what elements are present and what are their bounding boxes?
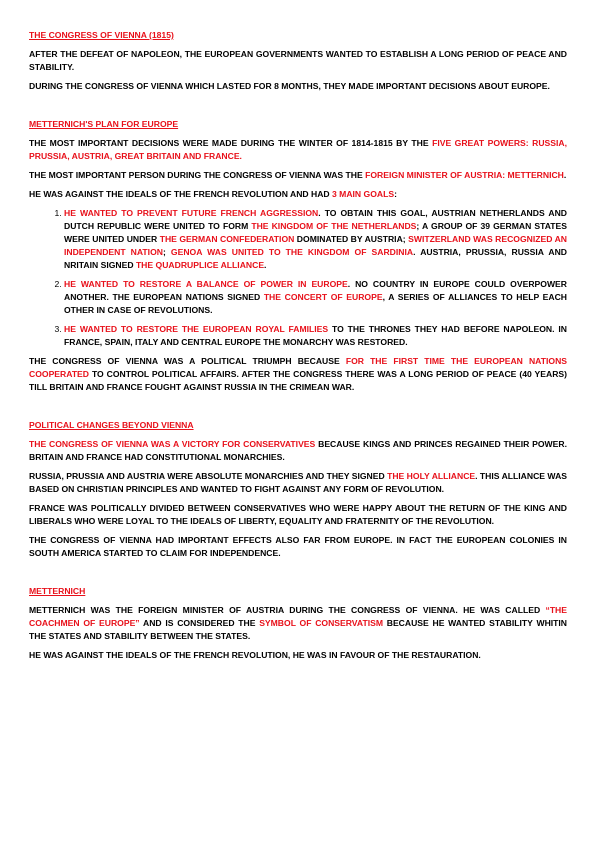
text-run: ; A GROUP OF 39 GERMAN STATES WERE UNITED UNDER [64,221,567,244]
paragraph: HE WAS AGAINST THE IDEALS OF THE FRENCH REVOLUTION, HE WAS IN FAVOUR OF THE RESTAURATION. [29,650,481,660]
text-run: . AUSTRIA, PRUSSIA, RUSSIA AND NRITAIN SIGNED [64,247,567,270]
highlight-text: FIVE GREAT POWERS: RUSSIA, PRUSSIA, AUSTRIA, GREAT BRITAIN AND FRANCE. [29,138,567,161]
paragraph: AFTER THE DEFEAT OF NAPOLEON, THE EUROPEAN GOVERNMENTS WANTED TO ESTABLISH A LONG PERIOD OF PEACE AND STABILITY. [29,49,567,72]
highlight-text: “THE COACHMEN OF EUROPE” [29,605,567,628]
text-run: . [264,260,267,270]
highlight-text: HE WANTED TO RESTORE A BALANCE OF POWER IN EUROPE [64,279,348,289]
text-run: BECAUSE HE WANTED STABILITY WHITIN THE STATES AND STABILITY BETWEEN THE STATES. [29,618,568,641]
section-gap [29,566,567,585]
highlight-text: HE WANTED TO PREVENT FUTURE FRENCH AGGRESSION [64,208,319,218]
highlight-text: THE GERMAN CONFEDERATION [159,234,295,244]
highlight-text: 3 MAIN GOALS [332,189,395,199]
highlight-text: THE CONCERT OF EUROPE [263,292,383,302]
text-run: HE WAS AGAINST THE IDEALS OF THE FRENCH REVOLUTION AND HAD [29,189,333,199]
highlight-text: THE CONGRESS OF VIENNA WAS A VICTORY FOR CONSERVATIVES [29,439,316,449]
paragraph: THE CONGRESS OF VIENNA HAD IMPORTANT EFFECTS ALSO FAR FROM EUROPE. IN FACT THE EUROPEAN COLONIES IN SOUTH AMERICA STARTED TO CLAIM FOR INDEPENDENCE. [29,535,567,558]
text-run: RUSSIA, PRUSSIA AND AUSTRIA WERE ABSOLUTE MONARCHIES AND THEY SIGNED [29,471,388,481]
paragraph [29,169,567,182]
section-gap [29,99,567,118]
paragraph [29,438,567,464]
highlight-text: SYMBOL OF CONSERVATISM [259,618,383,628]
paragraph [29,137,567,163]
highlight-text: THE HOLY ALLIANCE [387,471,476,481]
highlight-text: HE WANTED TO RESTORE THE EUROPEAN ROYAL FAMILIES [64,324,329,334]
text-run: . TO OBTAIN THIS GOAL, AUSTRIAN NETHERLANDS AND DUTCH REPUBLIC WERE UNITED TO FORM [64,208,568,231]
text-run: AND IS CONSIDERED THE [139,618,260,628]
highlight-text: FOREIGN MINISTER OF AUSTRIA: METTERNICH [365,170,564,180]
goal-item [64,278,567,317]
text-run: THE MOST IMPORTANT PERSON DURING THE CONGRESS OF VIENNA WAS THE [29,170,366,180]
highlight-text: GENOA WAS UNITED TO THE KINGDOM OF SARDINIA [170,247,414,257]
text-run: : [394,189,397,199]
highlight-text: FOR THE FIRST TIME THE EUROPEAN NATIONS COOPERATED [29,356,568,379]
section-heading-metternich: METTERNICH [29,586,86,596]
highlight-text: SWITZERLAND WAS RECOGNIZED AN INDEPENDENT NATION [64,234,567,257]
text-run: TO THE THRONES THEY HAD BEFORE NAPOLEON. IN FRANCE, SPAIN, ITALY AND CENTRAL EUROPE THE MONARCHY WAS RESTORED. [64,324,567,347]
text-run: THE MOST IMPORTANT DECISIONS WERE MADE DURING THE WINTER OF 1814-1815 BY THE [29,138,433,148]
paragraph [29,355,567,394]
paragraph [29,470,567,496]
section-heading-political-changes: POLITICAL CHANGES BEYOND VIENNA [29,420,194,430]
text-run: ; [162,247,171,257]
text-run: THE CONGRESS OF VIENNA WAS A POLITICAL TRIUMPH BECAUSE [29,356,346,366]
paragraph: FRANCE WAS POLITICALLY DIVIDED BETWEEN CONSERVATIVES WHO WERE HAPPY ABOUT THE RETURN OF THE KING AND LIBERALS WHO WERE LOYAL TO THE IDEALS OF LIBERTY, EQUALITY AND FRATERNITY OF THE REVOLUTION. [29,503,567,526]
paragraph: DURING THE CONGRESS OF VIENNA WHICH LASTED FOR 8 MONTHS, THEY MADE IMPORTANT DECISIONS ABOUT EUROPE. [29,81,550,91]
section-heading-metternich-plan: METTERNICH'S PLAN FOR EUROPE [29,119,179,129]
text-run: . NO COUNTRY IN EUROPE COULD OVERPOWER ANOTHER. THE EUROPEAN NATIONS SIGNED [64,279,567,302]
paragraph [29,188,567,201]
text-run: METTERNICH WAS THE FOREIGN MINISTER OF AUSTRIA DURING THE CONGRESS OF VIENNA. HE WAS CALLED [29,605,546,615]
text-run: TO CONTROL POLITICAL AFFAIRS. AFTER THE CONGRESS THERE WAS A LONG PERIOD OF PEACE (40 YEARS) TILL BRITAIN AND FRANCE FOUGHT AGAINST RUSSIA IN THE CRIMEAN WAR. [29,369,567,392]
goal-item [64,323,567,349]
section-heading-congress-of-vienna: THE CONGRESS OF VIENNA (1815) [29,30,174,40]
text-run: BECAUSE KINGS AND PRINCES REGAINED THEIR POWER. BRITAIN AND FRANCE HAD CONSTITUTIONAL MONARCHIES. [29,439,567,462]
section-gap [29,400,567,419]
highlight-text: THE KINGDOM OF THE NETHERLANDS [251,221,417,231]
goal-item [64,207,567,272]
goals-list [29,207,567,349]
text-run: DOMINATED BY AUSTRIA; [294,234,409,244]
text-run: . [563,170,567,180]
highlight-text: THE QUADRUPLICE ALLIANCE [135,260,265,270]
paragraph [29,604,567,643]
text-run: , A SERIES OF ALLIANCES TO HELP EACH OTHER IN CASE OF REVOLUTIONS. [64,292,567,315]
text-run: . THIS ALLIANCE WAS BASED ON CHRISTIAN PRINCIPLES AND WANTED TO FIGHT AGAINST ANY FORM OF REVOLUTION. [29,471,568,494]
